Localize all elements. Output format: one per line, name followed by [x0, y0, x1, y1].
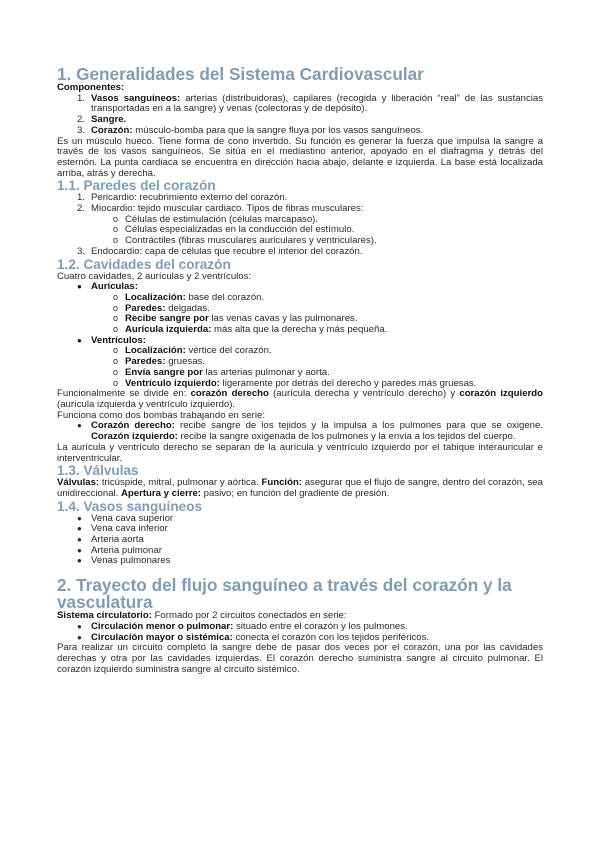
ventriculos-label: ● Ventrículos:: [57, 336, 543, 347]
componentes-label: Componentes:: [57, 82, 125, 93]
corazon-paragraph: Es un músculo hueco. Tiene forma de cono invertido. Su función es generar la fuerza que impulsa la sangre a través de los vasos sanguíneos. Se sitúa en el mediastino anterior, apoyado en el diafragma y detrás del esternón. La punta cardiaca se encuentra en dirección hacia abajo, delante e izquierda. La base está localizada arriba, atrás y derecha.: [57, 135, 543, 179]
sub-list-item: o Aurícula izquierda: más alta que la derecha y más pequeña.: [57, 325, 543, 336]
cavidades-list: [57, 282, 543, 389]
sub-list-item: o Localización: base del corazón.: [57, 293, 543, 304]
section-1-title: 1. Generalidades del Sistema Cardiovascular: [57, 64, 424, 84]
list-item: ● Arteria pulmonar: [57, 546, 543, 557]
circuito-paragraph: Para realizar un circuito completo la sangre debe de pasar dos veces por el corazón, una por las cavidades derechas y otra por las cavidades izquierdas. El corazón derecho suministra sangre al circuito pulmonar. El corazón izquierdo suministra sangre al circuito sistémico.: [57, 642, 543, 675]
cavidades-intro: Cuatro cavidades, 2 aurículas y 2 ventrículos:: [57, 270, 252, 282]
list-item: 2. Miocardio: tejido muscular cardiaco. Tipos de fibras musculares:: [77, 203, 364, 215]
section-1-1-title: 1.1. Paredes del corazón: [57, 178, 216, 194]
list-item: 1. Vasos sanguíneos: arterias (distribuidoras), capilares (recogida y liberación “real” de las sustancias transportadas en a la sangre) y venas (colectoras y de depósito).: [77, 92, 543, 115]
funcional-paragraph: Funcionalmente se divide en: corazón derecho (aurícula derecha y ventrículo derecho) y corazón izquierdo (aurícula izquierda y ventrículo izquierdo).: [57, 388, 543, 410]
sub-list-item: o Recibe sangre por las venas cavas y las pulmonares.: [57, 314, 543, 325]
tabique-paragraph: La aurícula y ventrículo derecho se separan de la aurícula y ventrículo izquierdo por el tabique interauricular e interventricular.: [57, 441, 543, 464]
list-item: ● Circulación menor o pulmonar: situado entre el corazón y los pulmones.: [57, 622, 543, 633]
section-1-3-title: 1.3. Válvulas: [57, 463, 139, 479]
list-item: ● Circulación mayor o sistémica: conecta el corazón con los tejidos periféricos.: [57, 633, 543, 644]
bombas-intro: Funciona como dos bombas trabajando en serie:: [57, 409, 265, 421]
sub-list-item: o Células especializadas en la conducción del estímulo.: [57, 225, 543, 236]
list-item: 3. Endocardio: capa de células que recubre el interior del corazón.: [77, 245, 363, 257]
section-2-title: 2. Trayecto del flujo sanguíneo a través del corazón y la vasculatura: [57, 575, 512, 613]
paredes-list: [57, 193, 543, 257]
list-item: ● Vena cava inferior: [57, 524, 543, 535]
list-item: 1. Pericardio: recubrimiento externo del corazón.: [77, 192, 288, 204]
section-1-2-title: 1.2. Cavidades del corazón: [57, 256, 231, 272]
sub-list-item: o Ventrículo izquierdo: ligeramente por detrás del derecho y paredes más gruesas.: [57, 379, 543, 390]
sub-list-item: o Contráctiles (fibras musculares auriculares y ventriculares).: [57, 236, 543, 247]
document-content: [57, 66, 543, 675]
sub-list-item: o Envía sangre por las arterias pulmonar y aorta.: [57, 368, 543, 379]
sub-list-item: o Localización: vértice del corazón.: [57, 346, 543, 357]
sub-list-item: o Paredes: delgadas.: [57, 304, 543, 315]
section-1-4-title: 1.4. Vasos sanguíneos: [57, 498, 203, 514]
bombas-list: [57, 421, 543, 442]
list-item: ● Vena cava superior: [57, 514, 543, 525]
componentes-list: [57, 94, 543, 137]
list-item: 3. Corazón: músculo-bomba para que la sangre fluya por los vasos sanguíneos.: [77, 124, 424, 136]
auriculas-label: ● Aurículas:: [57, 282, 543, 293]
sub-list-item: o Células de estimulación (células marcapaso).: [57, 215, 543, 226]
list-item: 2. Sangre.: [77, 114, 127, 126]
sub-list-item: o Paredes: gruesas.: [57, 357, 543, 368]
valvulas-paragraph: Válvulas: tricúspide, mitral, pulmonar y aórtica. Función: asegurar que el flujo de sangre, dentro del corazón, sea unidireccional. Apertura y cierre: pasivo; en función del gradiente de presión.: [57, 477, 543, 499]
list-item: ● Venas pulmonares: [57, 556, 543, 567]
list-item: ● Corazón derecho: recibe sangre de los tejidos y la impulsa a los pulmones para que se oxigene. Corazón izquierdo: recibe la sangre oxigenada de los pulmones y la envía a los tejidos del cuerpo.: [57, 421, 543, 442]
sistema-circulatorio-line: Sistema circulatorio: Formado por 2 circuitos conectados en serie:: [57, 610, 347, 622]
circulacion-list: [57, 622, 543, 643]
vasos-list: [57, 514, 543, 568]
list-item: ● Arteria aorta: [57, 535, 543, 546]
